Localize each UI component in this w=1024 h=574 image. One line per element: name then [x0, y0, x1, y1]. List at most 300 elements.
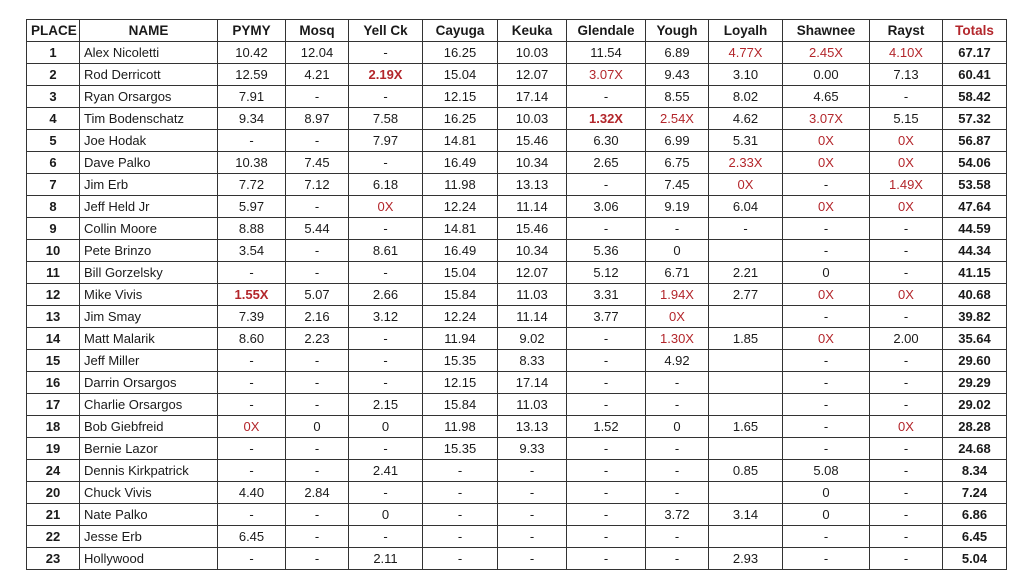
cell-cayuga: 15.04 — [423, 262, 498, 284]
cell-yell-ck: - — [349, 86, 423, 108]
cell-place: 24 — [27, 460, 80, 482]
column-header-glendale: Glendale — [567, 20, 646, 42]
cell-totals: 67.17 — [943, 42, 1007, 64]
cell-keuka: 9.33 — [498, 438, 567, 460]
cell-glendale: 3.31 — [567, 284, 646, 306]
column-header-yell-ck: Yell Ck — [349, 20, 423, 42]
header-row — [27, 20, 1007, 42]
cell-name: Nate Palko — [80, 504, 218, 526]
cell-yell-ck: - — [349, 262, 423, 284]
column-header-place: PLACE — [27, 20, 80, 42]
table-row — [27, 174, 1007, 196]
cell-pymy: - — [218, 504, 286, 526]
cell-place: 18 — [27, 416, 80, 438]
cell-glendale: - — [567, 328, 646, 350]
cell-glendale: 3.07X — [567, 64, 646, 86]
cell-mosq: 2.16 — [286, 306, 349, 328]
cell-yell-ck: - — [349, 218, 423, 240]
cell-place: 22 — [27, 526, 80, 548]
cell-name: Joe Hodak — [80, 130, 218, 152]
cell-yough: - — [646, 482, 709, 504]
cell-totals: 41.15 — [943, 262, 1007, 284]
standings-table — [26, 19, 1007, 570]
column-header-mosq: Mosq — [286, 20, 349, 42]
cell-loyalh — [709, 350, 783, 372]
cell-yell-ck: 7.97 — [349, 130, 423, 152]
cell-name: Jim Smay — [80, 306, 218, 328]
cell-totals: 7.24 — [943, 482, 1007, 504]
cell-rayst: - — [870, 86, 943, 108]
cell-yough: 6.89 — [646, 42, 709, 64]
cell-keuka: 10.34 — [498, 152, 567, 174]
cell-keuka: 8.33 — [498, 350, 567, 372]
cell-totals: 56.87 — [943, 130, 1007, 152]
column-header-rayst: Rayst — [870, 20, 943, 42]
cell-yough: 1.94X — [646, 284, 709, 306]
cell-cayuga: 15.35 — [423, 350, 498, 372]
cell-yell-ck: 0 — [349, 416, 423, 438]
cell-place: 14 — [27, 328, 80, 350]
cell-loyalh: 1.65 — [709, 416, 783, 438]
cell-totals: 58.42 — [943, 86, 1007, 108]
cell-name: Mike Vivis — [80, 284, 218, 306]
cell-keuka: - — [498, 482, 567, 504]
cell-shawnee: - — [783, 350, 870, 372]
cell-yough: 1.30X — [646, 328, 709, 350]
table-row — [27, 482, 1007, 504]
table-row — [27, 438, 1007, 460]
cell-pymy: 9.34 — [218, 108, 286, 130]
cell-glendale: 1.32X — [567, 108, 646, 130]
cell-yough: 0 — [646, 240, 709, 262]
cell-keuka: - — [498, 526, 567, 548]
cell-place: 23 — [27, 548, 80, 570]
cell-keuka: 11.03 — [498, 394, 567, 416]
cell-shawnee: - — [783, 416, 870, 438]
cell-rayst: - — [870, 394, 943, 416]
cell-yell-ck: 2.66 — [349, 284, 423, 306]
cell-loyalh: 3.10 — [709, 64, 783, 86]
cell-yell-ck: 0 — [349, 504, 423, 526]
cell-mosq: 2.84 — [286, 482, 349, 504]
cell-loyalh — [709, 306, 783, 328]
cell-totals: 54.06 — [943, 152, 1007, 174]
cell-yough: - — [646, 394, 709, 416]
cell-loyalh — [709, 526, 783, 548]
cell-totals: 29.29 — [943, 372, 1007, 394]
cell-cayuga: 11.98 — [423, 174, 498, 196]
cell-keuka: 13.13 — [498, 174, 567, 196]
cell-pymy: 3.54 — [218, 240, 286, 262]
cell-pymy: - — [218, 130, 286, 152]
cell-rayst: - — [870, 218, 943, 240]
cell-yough: 4.92 — [646, 350, 709, 372]
cell-mosq: 5.07 — [286, 284, 349, 306]
table-row — [27, 218, 1007, 240]
cell-keuka: 17.14 — [498, 372, 567, 394]
cell-glendale: - — [567, 350, 646, 372]
cell-shawnee: 0X — [783, 152, 870, 174]
cell-pymy: 8.88 — [218, 218, 286, 240]
cell-totals: 60.41 — [943, 64, 1007, 86]
cell-yell-ck: - — [349, 526, 423, 548]
cell-name: Tim Bodenschatz — [80, 108, 218, 130]
cell-glendale: 1.52 — [567, 416, 646, 438]
cell-cayuga: 15.84 — [423, 394, 498, 416]
cell-rayst: 5.15 — [870, 108, 943, 130]
cell-totals: 47.64 — [943, 196, 1007, 218]
table-row — [27, 108, 1007, 130]
cell-yell-ck: 2.15 — [349, 394, 423, 416]
cell-loyalh: 4.62 — [709, 108, 783, 130]
cell-totals: 35.64 — [943, 328, 1007, 350]
cell-glendale: 3.77 — [567, 306, 646, 328]
cell-rayst: - — [870, 372, 943, 394]
cell-shawnee: - — [783, 548, 870, 570]
cell-cayuga: 11.94 — [423, 328, 498, 350]
cell-loyalh — [709, 394, 783, 416]
cell-loyalh: - — [709, 218, 783, 240]
cell-place: 13 — [27, 306, 80, 328]
cell-glendale: - — [567, 548, 646, 570]
cell-mosq: - — [286, 350, 349, 372]
cell-place: 17 — [27, 394, 80, 416]
table-row — [27, 284, 1007, 306]
table-row — [27, 306, 1007, 328]
cell-totals: 39.82 — [943, 306, 1007, 328]
table-row — [27, 328, 1007, 350]
cell-mosq: 8.97 — [286, 108, 349, 130]
cell-rayst: - — [870, 548, 943, 570]
cell-name: Ryan Orsargos — [80, 86, 218, 108]
cell-cayuga: - — [423, 504, 498, 526]
cell-shawnee: 0X — [783, 328, 870, 350]
cell-keuka: 15.46 — [498, 218, 567, 240]
cell-cayuga: 12.15 — [423, 372, 498, 394]
cell-place: 10 — [27, 240, 80, 262]
cell-shawnee: - — [783, 306, 870, 328]
cell-yough: 9.43 — [646, 64, 709, 86]
table-row — [27, 350, 1007, 372]
cell-shawnee: - — [783, 526, 870, 548]
cell-yell-ck: - — [349, 152, 423, 174]
cell-rayst: 2.00 — [870, 328, 943, 350]
cell-mosq: 5.44 — [286, 218, 349, 240]
cell-yough: 0 — [646, 416, 709, 438]
column-header-name: NAME — [80, 20, 218, 42]
cell-yough: 9.19 — [646, 196, 709, 218]
cell-keuka: 13.13 — [498, 416, 567, 438]
cell-mosq: 4.21 — [286, 64, 349, 86]
cell-name: Chuck Vivis — [80, 482, 218, 504]
cell-pymy: 1.55X — [218, 284, 286, 306]
cell-totals: 8.34 — [943, 460, 1007, 482]
cell-yell-ck: - — [349, 328, 423, 350]
cell-yell-ck: 8.61 — [349, 240, 423, 262]
cell-cayuga: 15.04 — [423, 64, 498, 86]
table-row — [27, 372, 1007, 394]
cell-mosq: - — [286, 548, 349, 570]
column-header-cayuga: Cayuga — [423, 20, 498, 42]
cell-yough: - — [646, 218, 709, 240]
cell-keuka: 10.03 — [498, 42, 567, 64]
cell-name: Bob Giebfreid — [80, 416, 218, 438]
cell-cayuga: 16.49 — [423, 152, 498, 174]
cell-name: Jesse Erb — [80, 526, 218, 548]
table-row — [27, 86, 1007, 108]
cell-totals: 24.68 — [943, 438, 1007, 460]
column-header-yough: Yough — [646, 20, 709, 42]
cell-loyalh: 6.04 — [709, 196, 783, 218]
cell-rayst: - — [870, 240, 943, 262]
cell-mosq: - — [286, 394, 349, 416]
cell-place: 11 — [27, 262, 80, 284]
cell-rayst: - — [870, 306, 943, 328]
cell-glendale: 6.30 — [567, 130, 646, 152]
cell-shawnee: 2.45X — [783, 42, 870, 64]
cell-cayuga: - — [423, 548, 498, 570]
cell-yell-ck: 2.41 — [349, 460, 423, 482]
cell-glendale: - — [567, 372, 646, 394]
cell-mosq: - — [286, 240, 349, 262]
cell-shawnee: 0.00 — [783, 64, 870, 86]
cell-keuka: 12.07 — [498, 64, 567, 86]
cell-place: 6 — [27, 152, 80, 174]
cell-shawnee: 0X — [783, 284, 870, 306]
cell-rayst: - — [870, 350, 943, 372]
table-row — [27, 240, 1007, 262]
cell-name: Collin Moore — [80, 218, 218, 240]
cell-totals: 44.34 — [943, 240, 1007, 262]
cell-loyalh: 2.21 — [709, 262, 783, 284]
cell-shawnee: - — [783, 372, 870, 394]
cell-totals: 6.45 — [943, 526, 1007, 548]
cell-totals: 57.32 — [943, 108, 1007, 130]
cell-cayuga: - — [423, 460, 498, 482]
table-row — [27, 262, 1007, 284]
cell-totals: 29.02 — [943, 394, 1007, 416]
cell-shawnee: 0X — [783, 130, 870, 152]
cell-rayst: 4.10X — [870, 42, 943, 64]
cell-keuka: 15.46 — [498, 130, 567, 152]
cell-pymy: 10.42 — [218, 42, 286, 64]
cell-keuka: 9.02 — [498, 328, 567, 350]
cell-mosq: 2.23 — [286, 328, 349, 350]
cell-place: 8 — [27, 196, 80, 218]
table-row — [27, 460, 1007, 482]
cell-cayuga: 14.81 — [423, 130, 498, 152]
cell-cayuga: 11.98 — [423, 416, 498, 438]
cell-name: Bernie Lazor — [80, 438, 218, 460]
table-row — [27, 416, 1007, 438]
cell-place: 21 — [27, 504, 80, 526]
cell-yell-ck: - — [349, 350, 423, 372]
cell-loyalh: 5.31 — [709, 130, 783, 152]
cell-pymy: 7.39 — [218, 306, 286, 328]
cell-loyalh: 0X — [709, 174, 783, 196]
cell-name: Jim Erb — [80, 174, 218, 196]
cell-name: Matt Malarik — [80, 328, 218, 350]
cell-place: 19 — [27, 438, 80, 460]
cell-keuka: 10.34 — [498, 240, 567, 262]
cell-pymy: - — [218, 350, 286, 372]
cell-shawnee: 3.07X — [783, 108, 870, 130]
cell-place: 2 — [27, 64, 80, 86]
cell-loyalh: 8.02 — [709, 86, 783, 108]
cell-mosq: - — [286, 504, 349, 526]
cell-rayst: 1.49X — [870, 174, 943, 196]
cell-mosq: - — [286, 526, 349, 548]
cell-yell-ck: - — [349, 438, 423, 460]
cell-yough: 3.72 — [646, 504, 709, 526]
cell-shawnee: 0X — [783, 196, 870, 218]
cell-pymy: - — [218, 460, 286, 482]
cell-loyalh: 2.33X — [709, 152, 783, 174]
cell-glendale: 11.54 — [567, 42, 646, 64]
cell-totals: 6.86 — [943, 504, 1007, 526]
cell-keuka: 12.07 — [498, 262, 567, 284]
cell-rayst: - — [870, 262, 943, 284]
cell-cayuga: 16.25 — [423, 42, 498, 64]
cell-rayst: - — [870, 482, 943, 504]
table-row — [27, 394, 1007, 416]
cell-name: Rod Derricott — [80, 64, 218, 86]
column-header-totals: Totals — [943, 20, 1007, 42]
cell-mosq: - — [286, 130, 349, 152]
cell-keuka: 10.03 — [498, 108, 567, 130]
cell-pymy: - — [218, 372, 286, 394]
column-header-loyalh: Loyalh — [709, 20, 783, 42]
cell-name: Hollywood — [80, 548, 218, 570]
cell-shawnee: - — [783, 240, 870, 262]
cell-pymy: 5.97 — [218, 196, 286, 218]
cell-yough: 6.71 — [646, 262, 709, 284]
cell-yell-ck: - — [349, 42, 423, 64]
cell-name: Darrin Orsargos — [80, 372, 218, 394]
cell-pymy: - — [218, 394, 286, 416]
cell-shawnee: - — [783, 218, 870, 240]
cell-pymy: 0X — [218, 416, 286, 438]
cell-glendale: 2.65 — [567, 152, 646, 174]
cell-keuka: 11.03 — [498, 284, 567, 306]
cell-keuka: - — [498, 548, 567, 570]
column-header-shawnee: Shawnee — [783, 20, 870, 42]
cell-mosq: - — [286, 86, 349, 108]
cell-shawnee: - — [783, 394, 870, 416]
cell-rayst: 7.13 — [870, 64, 943, 86]
table-row — [27, 548, 1007, 570]
cell-yell-ck: 2.19X — [349, 64, 423, 86]
cell-loyalh: 2.77 — [709, 284, 783, 306]
table-row — [27, 64, 1007, 86]
table-header — [27, 20, 1007, 42]
cell-mosq: - — [286, 262, 349, 284]
cell-yell-ck: 3.12 — [349, 306, 423, 328]
cell-pymy: 7.72 — [218, 174, 286, 196]
cell-mosq: 7.45 — [286, 152, 349, 174]
cell-keuka: 17.14 — [498, 86, 567, 108]
cell-totals: 5.04 — [943, 548, 1007, 570]
cell-glendale: 3.06 — [567, 196, 646, 218]
cell-shawnee: 0 — [783, 504, 870, 526]
cell-cayuga: 16.49 — [423, 240, 498, 262]
cell-rayst: - — [870, 504, 943, 526]
cell-place: 3 — [27, 86, 80, 108]
cell-keuka: - — [498, 460, 567, 482]
cell-yell-ck: - — [349, 372, 423, 394]
cell-shawnee: 4.65 — [783, 86, 870, 108]
cell-yell-ck: 6.18 — [349, 174, 423, 196]
cell-glendale: - — [567, 174, 646, 196]
cell-loyalh: 0.85 — [709, 460, 783, 482]
cell-loyalh: 2.93 — [709, 548, 783, 570]
cell-yough: 6.99 — [646, 130, 709, 152]
cell-rayst: 0X — [870, 284, 943, 306]
cell-name: Bill Gorzelsky — [80, 262, 218, 284]
table-row — [27, 152, 1007, 174]
cell-mosq: 12.04 — [286, 42, 349, 64]
cell-yough: 0X — [646, 306, 709, 328]
cell-name: Jeff Held Jr — [80, 196, 218, 218]
cell-pymy: - — [218, 548, 286, 570]
cell-mosq: - — [286, 196, 349, 218]
cell-glendale: 5.12 — [567, 262, 646, 284]
cell-shawnee: 0 — [783, 262, 870, 284]
cell-shawnee: 5.08 — [783, 460, 870, 482]
cell-totals: 40.68 — [943, 284, 1007, 306]
cell-loyalh — [709, 240, 783, 262]
cell-yough: - — [646, 438, 709, 460]
cell-loyalh — [709, 482, 783, 504]
cell-rayst: - — [870, 438, 943, 460]
cell-yough: - — [646, 548, 709, 570]
cell-cayuga: - — [423, 482, 498, 504]
cell-pymy: - — [218, 262, 286, 284]
cell-cayuga: 12.24 — [423, 196, 498, 218]
cell-name: Charlie Orsargos — [80, 394, 218, 416]
cell-name: Dennis Kirkpatrick — [80, 460, 218, 482]
cell-yell-ck: 7.58 — [349, 108, 423, 130]
cell-mosq: - — [286, 460, 349, 482]
cell-place: 5 — [27, 130, 80, 152]
cell-totals: 53.58 — [943, 174, 1007, 196]
cell-place: 1 — [27, 42, 80, 64]
table-body — [27, 42, 1007, 570]
cell-pymy: 7.91 — [218, 86, 286, 108]
cell-rayst: - — [870, 526, 943, 548]
cell-keuka: 11.14 — [498, 196, 567, 218]
cell-place: 9 — [27, 218, 80, 240]
cell-loyalh: 1.85 — [709, 328, 783, 350]
cell-pymy: 8.60 — [218, 328, 286, 350]
cell-pymy: - — [218, 438, 286, 460]
cell-name: Alex Nicoletti — [80, 42, 218, 64]
table-row — [27, 526, 1007, 548]
cell-yough: 7.45 — [646, 174, 709, 196]
cell-glendale: - — [567, 86, 646, 108]
cell-cayuga: 14.81 — [423, 218, 498, 240]
cell-rayst: 0X — [870, 416, 943, 438]
cell-glendale: - — [567, 460, 646, 482]
cell-glendale: - — [567, 504, 646, 526]
cell-glendale: - — [567, 218, 646, 240]
cell-pymy: 10.38 — [218, 152, 286, 174]
cell-yough: - — [646, 372, 709, 394]
cell-mosq: - — [286, 372, 349, 394]
cell-yough: 2.54X — [646, 108, 709, 130]
cell-keuka: - — [498, 504, 567, 526]
cell-place: 20 — [27, 482, 80, 504]
